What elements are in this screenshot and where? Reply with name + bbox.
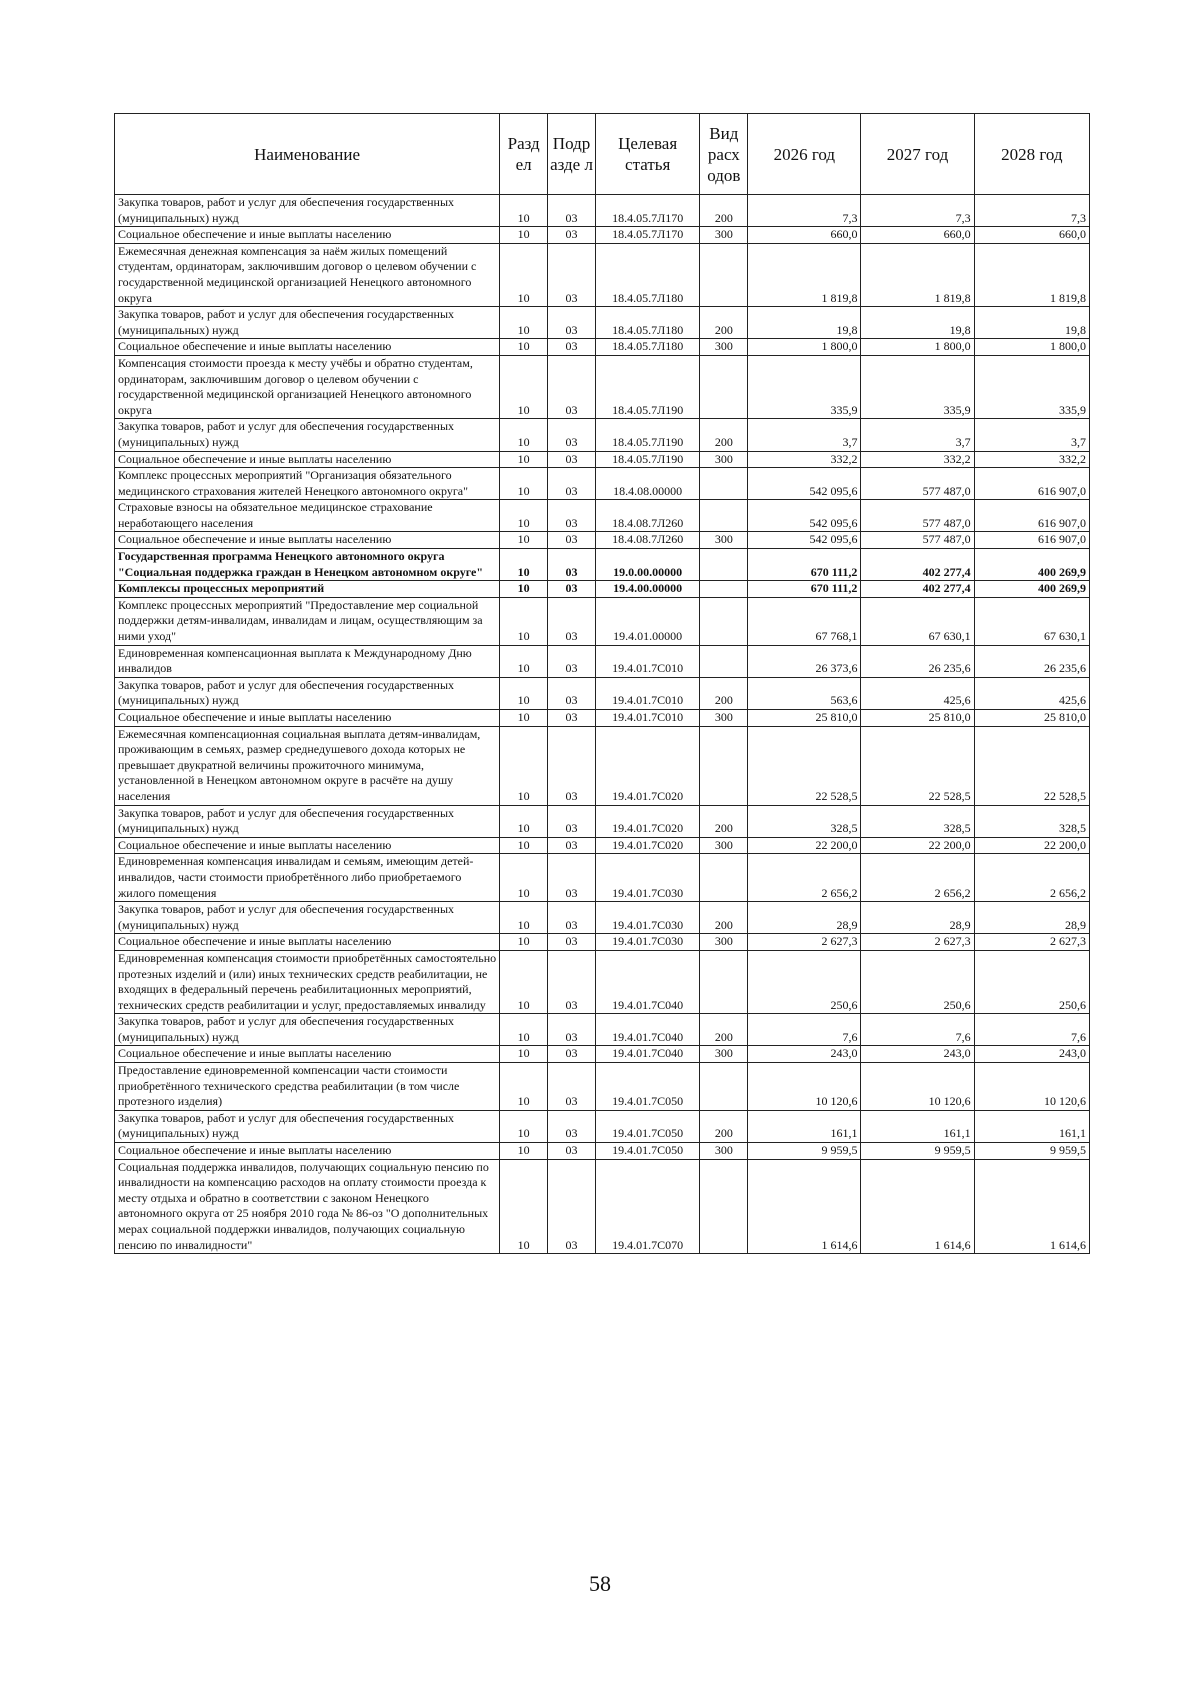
row-target-article: 18.4.08.7Л260 — [595, 532, 699, 549]
col-header-expense-type: Вид расх одов — [700, 114, 748, 195]
row-name: Социальная поддержка инвалидов, получающих социальную пенсию по инвалидности на компенсацию расходов на оплату стоимости проезда к месту отдыха и обратно в соответствии с законом Ненецкого автономного округа от 25 ноября 2010 года № 86-оз "О дополнительных мерах социальной поддержки инвалидов, получающих социальную пенсию по инвалидности" — [115, 1159, 500, 1254]
row-name: Закупка товаров, работ и услуг для обеспечения государственных (муниципальных) нужд — [115, 805, 500, 837]
row-target-article: 19.4.01.7С020 — [595, 837, 699, 854]
row-expense-type — [700, 581, 748, 598]
col-header-section: Разд ел — [500, 114, 548, 195]
row-section: 10 — [500, 581, 548, 598]
row-target-article: 19.4.01.7С040 — [595, 1014, 699, 1046]
row-value-2028: 250,6 — [974, 950, 1089, 1013]
row-value-2028: 335,9 — [974, 355, 1089, 418]
row-value-2026: 542 095,6 — [748, 468, 861, 500]
table-row — [115, 934, 1090, 951]
row-target-article: 19.4.01.7С040 — [595, 1046, 699, 1063]
row-section: 10 — [500, 419, 548, 451]
row-value-2027: 161,1 — [861, 1110, 974, 1142]
row-expense-type: 300 — [700, 1046, 748, 1063]
row-expense-type: 300 — [700, 837, 748, 854]
row-section: 10 — [500, 1159, 548, 1254]
row-expense-type — [700, 950, 748, 1013]
row-expense-type: 300 — [700, 227, 748, 244]
row-subsection: 03 — [548, 710, 596, 727]
row-expense-type: 200 — [700, 419, 748, 451]
row-value-2026: 10 120,6 — [748, 1063, 861, 1111]
table-header-row — [115, 114, 1090, 195]
row-name: Ежемесячная компенсационная социальная выплата детям-инвалидам, проживающим в семьях, размер среднедушевого дохода которых не превышает двукратной величины прожиточного минимума, установленной в Ненецком автономном округе в расчёте на душу населения — [115, 726, 500, 805]
row-name: Закупка товаров, работ и услуг для обеспечения государственных (муниципальных) нужд — [115, 1110, 500, 1142]
row-expense-type: 200 — [700, 307, 748, 339]
row-value-2027: 250,6 — [861, 950, 974, 1013]
row-subsection: 03 — [548, 581, 596, 598]
row-target-article: 19.4.01.7С010 — [595, 677, 699, 709]
row-value-2028: 660,0 — [974, 227, 1089, 244]
row-value-2026: 7,6 — [748, 1014, 861, 1046]
table-row — [115, 500, 1090, 532]
row-section: 10 — [500, 677, 548, 709]
row-name: Комплексы процессных мероприятий — [115, 581, 500, 598]
row-target-article: 18.4.05.7Л180 — [595, 307, 699, 339]
row-target-article: 18.4.05.7Л190 — [595, 419, 699, 451]
row-value-2026: 25 810,0 — [748, 710, 861, 727]
table-row — [115, 243, 1090, 306]
row-name: Комплекс процессных мероприятий "Предоставление мер социальной поддержки детям-инвалидам, инвалидам и лицам, осуществляющим за ними уход" — [115, 597, 500, 645]
row-expense-type — [700, 597, 748, 645]
row-value-2026: 22 528,5 — [748, 726, 861, 805]
row-subsection: 03 — [548, 339, 596, 356]
table-row — [115, 1046, 1090, 1063]
table-body — [115, 195, 1090, 1254]
budget-sheet — [114, 113, 1090, 1254]
table-row — [115, 710, 1090, 727]
row-subsection: 03 — [548, 837, 596, 854]
row-value-2026: 1 614,6 — [748, 1159, 861, 1254]
row-expense-type — [700, 854, 748, 902]
col-header-2028: 2028 год — [974, 114, 1089, 195]
row-subsection: 03 — [548, 805, 596, 837]
table-row — [115, 307, 1090, 339]
row-target-article: 19.4.01.7С010 — [595, 645, 699, 677]
row-subsection: 03 — [548, 645, 596, 677]
row-subsection: 03 — [548, 854, 596, 902]
row-section: 10 — [500, 1143, 548, 1160]
row-subsection: 03 — [548, 597, 596, 645]
table-row — [115, 451, 1090, 468]
row-value-2027: 9 959,5 — [861, 1143, 974, 1160]
row-section: 10 — [500, 726, 548, 805]
table-row — [115, 950, 1090, 1013]
row-subsection: 03 — [548, 726, 596, 805]
row-subsection: 03 — [548, 1143, 596, 1160]
row-value-2028: 243,0 — [974, 1046, 1089, 1063]
row-value-2027: 25 810,0 — [861, 710, 974, 727]
table-row — [115, 837, 1090, 854]
row-section: 10 — [500, 468, 548, 500]
row-value-2026: 542 095,6 — [748, 500, 861, 532]
row-value-2027: 425,6 — [861, 677, 974, 709]
row-value-2026: 67 768,1 — [748, 597, 861, 645]
row-section: 10 — [500, 597, 548, 645]
row-value-2027: 1 614,6 — [861, 1159, 974, 1254]
row-value-2028: 28,9 — [974, 902, 1089, 934]
row-subsection: 03 — [548, 1159, 596, 1254]
row-value-2028: 400 269,9 — [974, 581, 1089, 598]
table-row — [115, 195, 1090, 227]
row-value-2027: 22 200,0 — [861, 837, 974, 854]
row-subsection: 03 — [548, 195, 596, 227]
row-value-2028: 19,8 — [974, 307, 1089, 339]
row-value-2028: 161,1 — [974, 1110, 1089, 1142]
row-subsection: 03 — [548, 1046, 596, 1063]
row-subsection: 03 — [548, 307, 596, 339]
row-value-2027: 402 277,4 — [861, 549, 974, 581]
row-expense-type — [700, 645, 748, 677]
table-row — [115, 549, 1090, 581]
row-name: Компенсация стоимости проезда к месту учёбы и обратно студентам, ординаторам, заключившим договор о целевом обучении с государственной медицинской организацией Ненецкого автономного округа — [115, 355, 500, 418]
row-section: 10 — [500, 950, 548, 1013]
row-value-2028: 67 630,1 — [974, 597, 1089, 645]
table-row — [115, 1110, 1090, 1142]
row-name: Страховые взносы на обязательное медицинское страхование неработающего населения — [115, 500, 500, 532]
row-name: Комплекс процессных мероприятий "Организация обязательного медицинского страхования жителей Ненецкого автономного округа" — [115, 468, 500, 500]
row-value-2026: 563,6 — [748, 677, 861, 709]
budget-table — [114, 113, 1090, 1254]
row-target-article: 19.4.01.7С050 — [595, 1143, 699, 1160]
row-value-2027: 26 235,6 — [861, 645, 974, 677]
row-section: 10 — [500, 549, 548, 581]
table-row — [115, 355, 1090, 418]
row-expense-type: 200 — [700, 677, 748, 709]
row-target-article: 19.4.01.00000 — [595, 597, 699, 645]
row-value-2027: 328,5 — [861, 805, 974, 837]
row-value-2027: 577 487,0 — [861, 468, 974, 500]
row-value-2026: 9 959,5 — [748, 1143, 861, 1160]
row-target-article: 19.4.01.7С030 — [595, 902, 699, 934]
row-value-2028: 2 627,3 — [974, 934, 1089, 951]
row-value-2027: 3,7 — [861, 419, 974, 451]
table-row — [115, 581, 1090, 598]
row-section: 10 — [500, 805, 548, 837]
row-value-2027: 7,3 — [861, 195, 974, 227]
row-value-2027: 332,2 — [861, 451, 974, 468]
row-subsection: 03 — [548, 677, 596, 709]
table-row — [115, 339, 1090, 356]
row-expense-type: 300 — [700, 451, 748, 468]
row-value-2027: 10 120,6 — [861, 1063, 974, 1111]
table-row — [115, 1014, 1090, 1046]
row-value-2026: 7,3 — [748, 195, 861, 227]
table-row — [115, 805, 1090, 837]
row-name: Ежемесячная денежная компенсация за наём жилых помещений студентам, ординаторам, заключившим договор о целевом обучении с государственной медицинской организацией Ненецкого автономного округа — [115, 243, 500, 306]
row-expense-type: 300 — [700, 934, 748, 951]
row-expense-type: 200 — [700, 902, 748, 934]
table-row — [115, 902, 1090, 934]
row-value-2026: 328,5 — [748, 805, 861, 837]
col-header-2026: 2026 год — [748, 114, 861, 195]
row-section: 10 — [500, 1014, 548, 1046]
row-value-2026: 250,6 — [748, 950, 861, 1013]
row-subsection: 03 — [548, 950, 596, 1013]
row-section: 10 — [500, 355, 548, 418]
row-value-2026: 660,0 — [748, 227, 861, 244]
row-value-2026: 28,9 — [748, 902, 861, 934]
row-name: Государственная программа Ненецкого автономного округа "Социальная поддержка граждан в Ненецком автономном округе" — [115, 549, 500, 581]
row-name: Социальное обеспечение и иные выплаты населению — [115, 451, 500, 468]
row-section: 10 — [500, 532, 548, 549]
row-value-2027: 19,8 — [861, 307, 974, 339]
row-value-2026: 670 111,2 — [748, 581, 861, 598]
row-value-2028: 22 200,0 — [974, 837, 1089, 854]
row-target-article: 18.4.05.7Л190 — [595, 451, 699, 468]
row-value-2026: 335,9 — [748, 355, 861, 418]
row-expense-type — [700, 500, 748, 532]
row-value-2027: 577 487,0 — [861, 500, 974, 532]
row-name: Социальное обеспечение и иные выплаты населению — [115, 710, 500, 727]
row-expense-type: 300 — [700, 1143, 748, 1160]
row-name: Закупка товаров, работ и услуг для обеспечения государственных (муниципальных) нужд — [115, 419, 500, 451]
table-row — [115, 597, 1090, 645]
row-value-2026: 22 200,0 — [748, 837, 861, 854]
row-name: Закупка товаров, работ и услуг для обеспечения государственных (муниципальных) нужд — [115, 307, 500, 339]
row-value-2027: 67 630,1 — [861, 597, 974, 645]
table-row — [115, 677, 1090, 709]
row-section: 10 — [500, 934, 548, 951]
table-row — [115, 1063, 1090, 1111]
row-section: 10 — [500, 195, 548, 227]
row-name: Социальное обеспечение и иные выплаты населению — [115, 227, 500, 244]
row-subsection: 03 — [548, 1063, 596, 1111]
row-value-2028: 25 810,0 — [974, 710, 1089, 727]
row-section: 10 — [500, 451, 548, 468]
row-target-article: 18.4.05.7Л180 — [595, 243, 699, 306]
row-expense-type: 200 — [700, 195, 748, 227]
row-section: 10 — [500, 500, 548, 532]
row-target-article: 19.4.01.7С020 — [595, 805, 699, 837]
row-value-2027: 660,0 — [861, 227, 974, 244]
row-expense-type — [700, 726, 748, 805]
row-subsection: 03 — [548, 1110, 596, 1142]
row-value-2027: 28,9 — [861, 902, 974, 934]
row-value-2027: 1 800,0 — [861, 339, 974, 356]
table-row — [115, 854, 1090, 902]
row-value-2027: 1 819,8 — [861, 243, 974, 306]
row-value-2028: 616 907,0 — [974, 500, 1089, 532]
row-value-2027: 2 627,3 — [861, 934, 974, 951]
row-value-2026: 161,1 — [748, 1110, 861, 1142]
row-name: Закупка товаров, работ и услуг для обеспечения государственных (муниципальных) нужд — [115, 677, 500, 709]
row-name: Социальное обеспечение и иные выплаты населению — [115, 934, 500, 951]
row-value-2026: 670 111,2 — [748, 549, 861, 581]
row-section: 10 — [500, 307, 548, 339]
row-value-2028: 10 120,6 — [974, 1063, 1089, 1111]
table-row — [115, 532, 1090, 549]
row-subsection: 03 — [548, 451, 596, 468]
row-name: Предоставление единовременной компенсации части стоимости приобретённого технического средства реабилитации (в том числе протезного изделия) — [115, 1063, 500, 1111]
row-section: 10 — [500, 645, 548, 677]
row-subsection: 03 — [548, 500, 596, 532]
row-value-2026: 243,0 — [748, 1046, 861, 1063]
row-value-2026: 2 656,2 — [748, 854, 861, 902]
row-subsection: 03 — [548, 1014, 596, 1046]
row-value-2026: 1 819,8 — [748, 243, 861, 306]
row-value-2026: 19,8 — [748, 307, 861, 339]
row-section: 10 — [500, 854, 548, 902]
col-header-target-article: Целевая статья — [595, 114, 699, 195]
row-subsection: 03 — [548, 549, 596, 581]
row-expense-type: 300 — [700, 710, 748, 727]
row-value-2026: 26 373,6 — [748, 645, 861, 677]
row-name: Закупка товаров, работ и услуг для обеспечения государственных (муниципальных) нужд — [115, 1014, 500, 1046]
row-target-article: 19.4.01.7С050 — [595, 1063, 699, 1111]
table-row — [115, 468, 1090, 500]
row-section: 10 — [500, 710, 548, 727]
row-value-2027: 577 487,0 — [861, 532, 974, 549]
row-value-2026: 332,2 — [748, 451, 861, 468]
row-value-2028: 332,2 — [974, 451, 1089, 468]
row-value-2026: 1 800,0 — [748, 339, 861, 356]
row-target-article: 19.4.01.7С020 — [595, 726, 699, 805]
row-name: Социальное обеспечение и иные выплаты населению — [115, 1143, 500, 1160]
row-value-2028: 1 819,8 — [974, 243, 1089, 306]
row-expense-type — [700, 243, 748, 306]
row-value-2028: 26 235,6 — [974, 645, 1089, 677]
row-expense-type — [700, 549, 748, 581]
row-name: Социальное обеспечение и иные выплаты населению — [115, 339, 500, 356]
row-value-2028: 7,6 — [974, 1014, 1089, 1046]
row-target-article: 19.4.00.00000 — [595, 581, 699, 598]
page-number: 58 — [589, 1571, 611, 1596]
row-expense-type: 200 — [700, 1110, 748, 1142]
row-name: Единовременная компенсационная выплата к Международному Дню инвалидов — [115, 645, 500, 677]
row-name: Единовременная компенсация инвалидам и семьям, имеющим детей-инвалидов, части стоимости приобретённого либо приобретаемого жилого помещения — [115, 854, 500, 902]
row-subsection: 03 — [548, 355, 596, 418]
row-subsection: 03 — [548, 419, 596, 451]
row-target-article: 19.4.01.7С030 — [595, 934, 699, 951]
row-value-2027: 335,9 — [861, 355, 974, 418]
row-target-article: 18.4.05.7Л170 — [595, 195, 699, 227]
row-section: 10 — [500, 1063, 548, 1111]
row-target-article: 18.4.08.00000 — [595, 468, 699, 500]
row-expense-type — [700, 1063, 748, 1111]
row-subsection: 03 — [548, 902, 596, 934]
row-value-2028: 616 907,0 — [974, 468, 1089, 500]
row-section: 10 — [500, 227, 548, 244]
row-expense-type: 200 — [700, 805, 748, 837]
row-value-2028: 9 959,5 — [974, 1143, 1089, 1160]
row-target-article: 19.4.01.7С070 — [595, 1159, 699, 1254]
row-value-2026: 2 627,3 — [748, 934, 861, 951]
table-row — [115, 419, 1090, 451]
row-target-article: 18.4.08.7Л260 — [595, 500, 699, 532]
row-value-2028: 425,6 — [974, 677, 1089, 709]
row-value-2028: 1 800,0 — [974, 339, 1089, 356]
row-value-2028: 7,3 — [974, 195, 1089, 227]
col-header-subsection: Подр азде л — [548, 114, 596, 195]
row-name: Социальное обеспечение и иные выплаты населению — [115, 532, 500, 549]
row-target-article: 19.0.00.00000 — [595, 549, 699, 581]
row-subsection: 03 — [548, 934, 596, 951]
row-section: 10 — [500, 837, 548, 854]
col-header-2027: 2027 год — [861, 114, 974, 195]
row-expense-type — [700, 355, 748, 418]
row-subsection: 03 — [548, 227, 596, 244]
row-target-article: 18.4.05.7Л190 — [595, 355, 699, 418]
row-target-article: 19.4.01.7С010 — [595, 710, 699, 727]
table-row — [115, 726, 1090, 805]
row-expense-type: 300 — [700, 532, 748, 549]
row-value-2026: 542 095,6 — [748, 532, 861, 549]
row-target-article: 19.4.01.7С030 — [595, 854, 699, 902]
row-subsection: 03 — [548, 532, 596, 549]
row-value-2028: 2 656,2 — [974, 854, 1089, 902]
row-value-2028: 22 528,5 — [974, 726, 1089, 805]
row-value-2027: 402 277,4 — [861, 581, 974, 598]
col-header-name: Наименование — [115, 114, 500, 195]
row-name: Закупка товаров, работ и услуг для обеспечения государственных (муниципальных) нужд — [115, 195, 500, 227]
row-target-article: 18.4.05.7Л180 — [595, 339, 699, 356]
row-value-2028: 328,5 — [974, 805, 1089, 837]
row-section: 10 — [500, 243, 548, 306]
row-section: 10 — [500, 1046, 548, 1063]
row-value-2028: 616 907,0 — [974, 532, 1089, 549]
row-target-article: 18.4.05.7Л170 — [595, 227, 699, 244]
table-row — [115, 1159, 1090, 1254]
row-value-2027: 22 528,5 — [861, 726, 974, 805]
row-value-2028: 400 269,9 — [974, 549, 1089, 581]
row-name: Социальное обеспечение и иные выплаты населению — [115, 837, 500, 854]
row-expense-type: 300 — [700, 339, 748, 356]
row-section: 10 — [500, 902, 548, 934]
row-value-2027: 2 656,2 — [861, 854, 974, 902]
row-name: Социальное обеспечение и иные выплаты населению — [115, 1046, 500, 1063]
row-target-article: 19.4.01.7С040 — [595, 950, 699, 1013]
row-value-2027: 243,0 — [861, 1046, 974, 1063]
row-expense-type — [700, 468, 748, 500]
row-name: Единовременная компенсация стоимости приобретённых самостоятельно протезных изделий и (или) иных технических средств реабилитации, не входящих в федеральный перечень реабилитационных мероприятий, технических средств реабилитации и услуг, предоставляемых инвалиду — [115, 950, 500, 1013]
row-name: Закупка товаров, работ и услуг для обеспечения государственных (муниципальных) нужд — [115, 902, 500, 934]
row-expense-type — [700, 1159, 748, 1254]
table-row — [115, 227, 1090, 244]
row-section: 10 — [500, 1110, 548, 1142]
row-expense-type: 200 — [700, 1014, 748, 1046]
row-subsection: 03 — [548, 243, 596, 306]
row-value-2026: 3,7 — [748, 419, 861, 451]
row-section: 10 — [500, 339, 548, 356]
row-value-2027: 7,6 — [861, 1014, 974, 1046]
row-value-2028: 1 614,6 — [974, 1159, 1089, 1254]
table-row — [115, 1143, 1090, 1160]
row-target-article: 19.4.01.7С050 — [595, 1110, 699, 1142]
table-row — [115, 645, 1090, 677]
row-value-2028: 3,7 — [974, 419, 1089, 451]
row-subsection: 03 — [548, 468, 596, 500]
